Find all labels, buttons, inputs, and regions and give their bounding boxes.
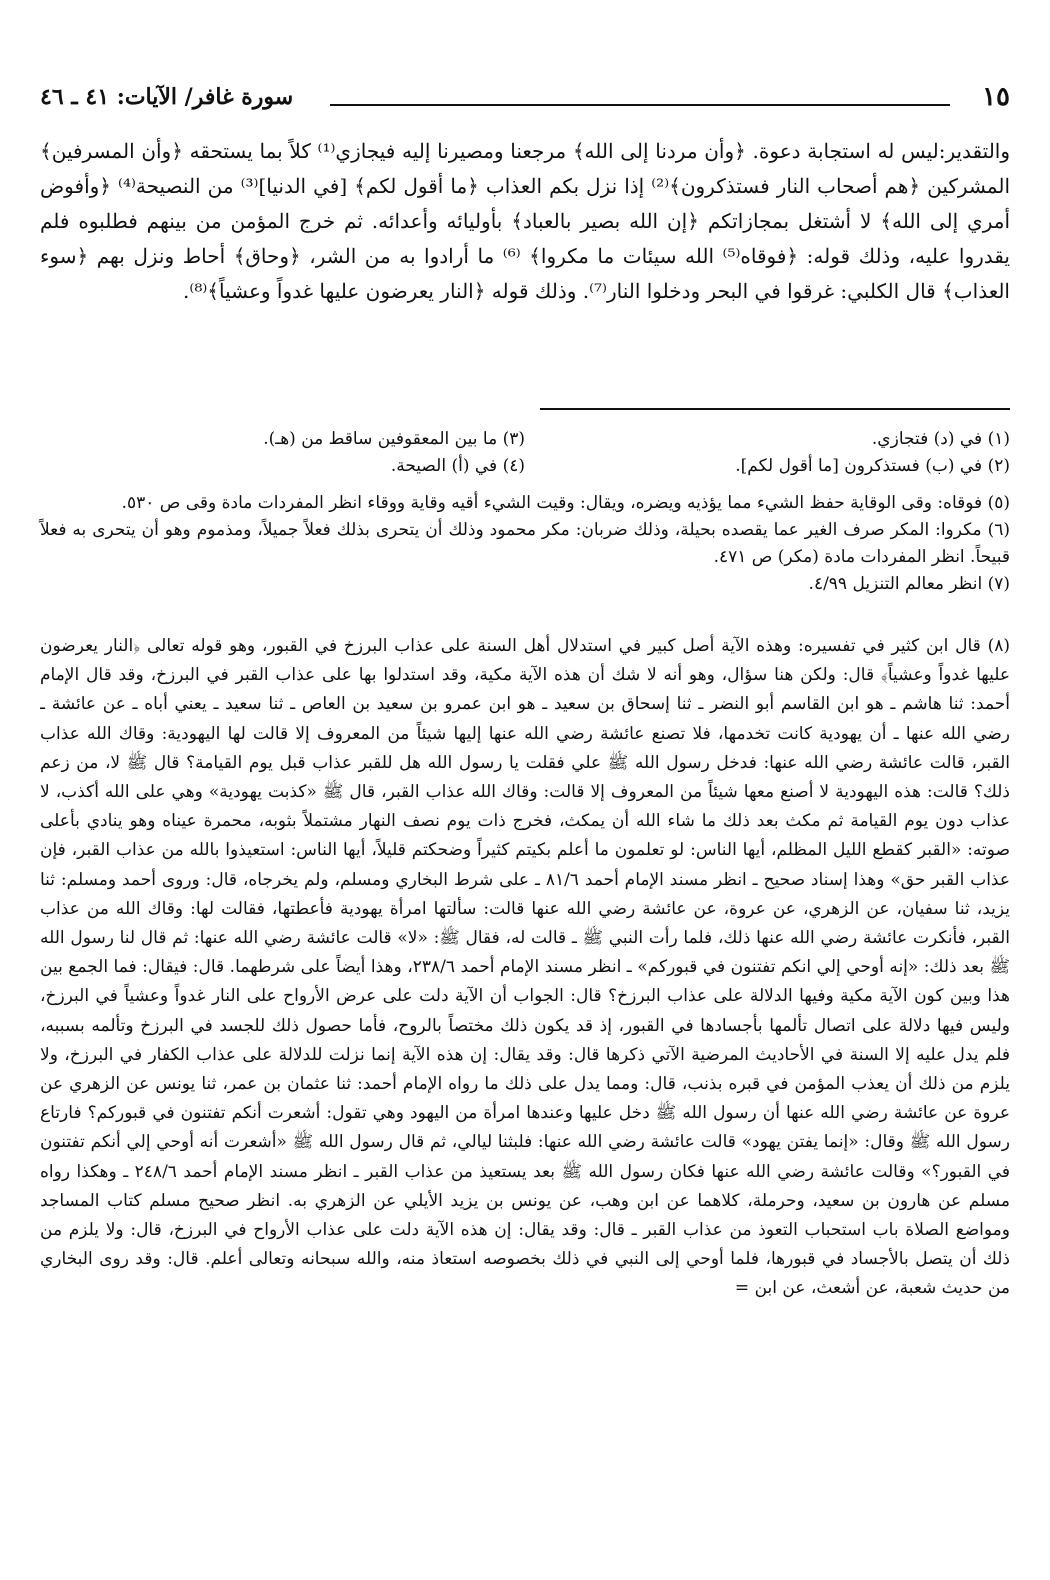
footnotes [40, 490, 1010, 598]
footnote-7: (٧) انظر معالم التنزيل ٤/٩٩. [808, 574, 1010, 594]
footnote-2: (٢) في (ب) فستذكرون [ما أقول لكم]. [735, 456, 1010, 476]
page-number: ١٥ [982, 82, 1010, 112]
footnote-4: (٤) في (أ) الصيحة. [390, 456, 525, 476]
footnote-8-block [40, 632, 1010, 1560]
header-rule [330, 104, 950, 106]
footnotes-short [40, 426, 1010, 480]
footnote-5: (٥) فوقاه: وقى الوقاية حفظ الشيء مما يؤذيه ويضره، ويقال: وقيت الشيء أقيه وقاية ووقاء انظر المفردات مادة وقى ص ٥٣٠. [121, 493, 1010, 513]
running-title: سورة غافر/ الآيات: ٤١ ـ ٤٦ [40, 84, 294, 110]
footnote-8: (٨) قال ابن كثير في تفسيره: وهذه الآية أصل كبير في استدلال أهل السنة على عذاب البرزخ في القبور، وهو قوله تعالى ﴿النار يعرضون عليها غدواً وعشياً﴾ قال: ولكن هنا سؤال، وهو أنه لا شك أن هذه الآية مكية، وقد استدلوا بها على عذاب القبر في البرزخ، وقد قال الإمام أحمد: ثنا هاشم ـ هو ابن القاسم أبو النضر ـ ثنا إسحاق بن سعيد ـ هو ابن عمرو بن سعيد بن العاص ـ ثنا سعيد ـ يعني أباه ـ عن عائشة ـ رضي الله عنها ـ أن يهودية كانت تخدمها، فلا تصنع عائشة رضي الله عنها إليها شيئاً من المعروف إلا قالت لها اليهودية: وقاك الله عذاب القبر، قالت عائشة رضي الله عنها: فدخل رسول الله ﷺ علي فقلت يا رسول الله هل للقبر عذاب قبل يوم القيامة؟ قال ﷺ لا، من زعم ذلك؟ قالت: هذه اليهودية لا أصنع معها شيئاً من المعروف إلا قالت: وقاك الله عذاب القبر، قال ﷺ «كذبت يهودية» وهي على الله أكذب، لا عذاب دون يوم القيامة ثم مكث بعد ذلك ما شاء الله أن يمكث، فخرج ذات يوم نصف النهار مشتملاً بثوبه، محمرة عيناه وهو ينادي بأعلى صوته: «القبر كقطع الليل المظلم، أيها الناس: لو تعلمون ما أعلم بكيتم كثيراً وضحكتم قليلاً، أيها الناس: استعيذوا بالله من عذاب القبر، فإن عذاب القبر حق» وهذا إسناد صحيح ـ انظر مسند الإمام أحمد ٨١/٦ ـ على شرط البخاري ومسلم، ولم يخرجاه، قال: وروى أحمد ومسلم: ثنا يزيد، ثنا سفيان، عن الزهري، عن عروة، عن عائشة رضي الله عنها قالت: سألتها امرأة يهودية فأعطتها، فقالت لها: وقاك الله من عذاب القبر، فأنكرت عائشة رضي الله عنها ذلك، فلما رأت النبي ﷺ ـ قالت له، فقال ﷺ: «لا» قالت عائشة رضي الله عنها: ثم قال لنا رسول الله ﷺ بعد ذلك: «إنه أوحي إلي انكم تفتنون في قبوركم» ـ انظر مسند الإمام أحمد ٢٣٨/٦، وهذا أيضاً على شرطهما. قال: فيقال: فما الجمع بين هذا وبين كون الآية مكية وفيها الدلالة على عذاب البرزخ؟ قال: الجواب أن الآية دلت على عرض الأرواح على النار غدواً وعشياً في البرزخ، وليس فيها دلالة على اتصال تألمها بأجسادها في القبور، إذ قد يكون ذلك مختصاً بالروح، فأما حصول ذلك للجسد في البرزخ وتألمه بسببه، فلم يدل عليه إلا السنة في الأحاديث المرضية الآتي ذكرها قال: وقد يقال: إن هذه الآية إنما نزلت للدلالة على عذاب الكفار في البرزخ، ولا يلزم من ذلك أن يعذب المؤمن في قبره بذنب، قال: ومما يدل على ذلك ما رواه الإمام أحمد: ثنا عثمان بن عمر، ثنا يونس عن الزهري عن عروة عن عائشة رضي الله عنها أن رسول الله ﷺ دخل عليها وعندها امرأة من اليهود وهي تقول: أشعرت أنكم تفتنون في قبوركم؟ فارتاع رسول الله ﷺ وقال: «إنما يفتن يهود» قالت عائشة رضي الله عنها: فلبثنا ليالي، ثم قال رسول الله ﷺ «أشعرت أنه أوحي إلي أنكم تفتنون في القبور؟» وقالت عائشة رضي الله عنها فكان رسول الله ﷺ بعد يستعيذ من عذاب القبر ـ انظر مسند الإمام أحمد ٢٤٨/٦ ـ وهكذا رواه مسلم عن هارون بن سعيد، وحرملة، كلاهما عن ابن وهب، عن يونس بن يزيد الأيلي عن الزهري به. انظر صحيح مسلم كتاب المساجد ومواضع الصلاة باب استحباب التعوذ من عذاب القبر ـ قال: وقد يقال: إن هذه الآية دلت على عذاب الأرواح في البرزخ، قال: ولا يلزم من ذلك أن يتصل بالأجساد في قبورها، فلما أوحي إلى النبي في ذلك بخصوصه استعاذ منه، والله سبحانه وتعالى أعلم. قال: وقد روى البخاري من حديث شعبة، عن أشعث، عن ابن = [40, 636, 1010, 1299]
footnote-row [40, 453, 1010, 480]
footnote-row [40, 426, 1010, 453]
footnote-6: (٦) مكروا: المكر صرف الغير عما يقصده بحيلة، وذلك ضربان: مكر محمود وذلك أن يتحرى بذلك فعلاً جميلاً، ومذموم وهو أن يتحرى به فعلاً قبيحاً. انظر المفردات مادة (مكر) ص ٤٧١. [40, 520, 1010, 567]
footnote-3: (٣) ما بين المعقوفين ساقط من (هـ). [263, 429, 525, 449]
main-text [40, 134, 1010, 309]
footnote-separator [540, 408, 1010, 410]
page-header [40, 82, 1010, 122]
footnote-1: (١) في (د) فتجازي. [871, 429, 1010, 449]
main-paragraph: والتقدير:ليس له استجابة دعوة. ﴿وأن مردنا إلى الله﴾ مرجعنا ومصيرنا إليه فيجازي⁽¹⁾ كلاً بما يستحقه ﴿وأن المسرفين﴾ المشركين ﴿هم أصحاب النار فستذكرون﴾⁽²⁾ إذا نزل بكم العذاب ﴿ما أقول لكم﴾ [في الدنيا]⁽³⁾ من النصيحة⁽⁴⁾ ﴿وأفوض أمري إلى الله﴾ لا أشتغل بمجازاتكم ﴿إن الله بصير بالعباد﴾ بأوليائه وأعدائه. ثم خرج المؤمن من بينهم فطلبوه فلم يقدروا عليه، وذلك قوله: ﴿فوقاه⁽⁵⁾ الله سيئات ما مكروا﴾ ⁽⁶⁾ ما أرادوا به من الشر، ﴿وحاق﴾ أحاط ونزل بهم ﴿سوء العذاب﴾ قال الكلبي: غرقوا في البحر ودخلوا النار⁽⁷⁾. وذلك قوله ﴿النار يعرضون عليها غدواً وعشياً﴾⁽⁸⁾. [40, 139, 1011, 303]
